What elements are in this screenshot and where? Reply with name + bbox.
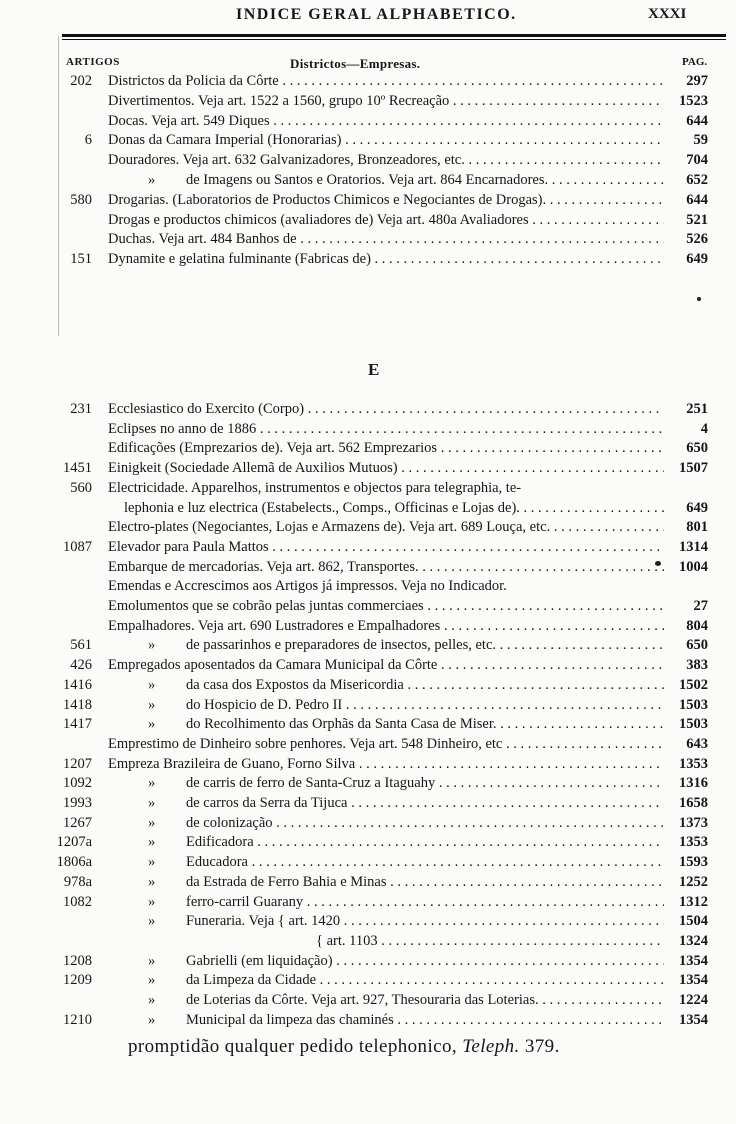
entry-text [108,577,664,596]
article-number: 1210 [63,1011,92,1028]
entry-label: Drogas e productos chimicos (avaliadores de) Veja art. 480a Avaliadores [108,211,529,228]
index-entry [0,439,736,458]
index-entry [0,932,736,951]
entry-label: Eclipses no anno de 1886 [108,420,257,437]
leader-dots [520,500,664,516]
index-entry [0,400,736,419]
page-reference: 27 [693,598,708,614]
page-reference: 383 [686,657,708,674]
page-reference: 1658 [679,795,708,811]
entry-label: Emolumentos que se cobrão pelas juntas commerciaes [108,598,424,614]
page-reference: 1324 [679,932,708,949]
column-heading-artigos: ARTIGOS [66,56,120,68]
entry-label: Ecclesiastico do Exercito (Corpo) [108,401,305,417]
index-entry [0,873,736,892]
entry-text [108,191,664,210]
leader-dots [347,795,664,811]
entry-label: Districtos da Policia da Côrte [108,73,279,89]
index-entry [0,518,736,537]
ink-speck [697,297,701,301]
leader-dots [502,736,664,752]
page-reference: 1504 [679,913,708,930]
header-rule-thin [62,39,726,40]
entry-label: Educadora [186,854,248,871]
leader-dots [465,152,664,168]
entry-text [186,676,664,695]
entry-text [108,538,664,557]
leader-dots [404,677,664,693]
entry-label: ferro-carril Guarany [186,893,304,910]
page-reference: 650 [686,440,708,457]
page-header [0,4,736,28]
index-entry [0,558,736,577]
entry-text [108,755,664,774]
ditto-mark: » [148,972,156,989]
entry-label: Docas. Veja art. 549 Diques [108,112,270,129]
leader-dots [304,401,664,417]
entry-label: Empalhadores. Veja art. 690 Lustradores e Empalhadores [108,617,441,634]
entry-label: Empreza Brazileira de Guano, Forno Silva [108,755,356,772]
entry-text [186,171,664,190]
entry-label: de Loterias da Côrte. Veja art. 927, Thesouraria das Loterias. [186,992,539,1008]
entry-label: do Hospicio de D. Pedro II [186,696,343,713]
entry-label: Funeraria. Veja { art. 1420 [186,913,341,930]
leader-dots [496,637,664,653]
entry-label: Duchas. Veja art. 484 Banhos de [108,231,297,248]
leader-dots [437,440,664,456]
leader-dots [437,657,664,673]
index-entry [0,735,736,754]
index-entry [0,833,736,852]
leader-dots [424,598,664,614]
ditto-mark: » [148,795,156,811]
index-entry [0,991,736,1010]
page-title: INDICE GERAL ALPHABETICO. [236,6,517,23]
entry-text [108,459,664,478]
entry-text [186,715,664,734]
index-entry [0,636,736,655]
entry-text [186,636,664,655]
article-number: 1082 [63,893,92,910]
ditto-mark: » [148,814,156,831]
leader-dots [539,992,664,1008]
entry-text [108,230,664,249]
ditto-mark: » [148,854,156,871]
page-reference: 1503 [679,696,708,713]
page-reference: 59 [693,132,708,149]
entry-text [186,774,664,793]
entry-label: lephonia e luz electrica (Estabelects., Comps., Officinas e Lojas de). [124,499,520,516]
index-entry [0,794,736,813]
entry-text [108,151,664,170]
entry-label: da casa dos Expostos da Misericordia [186,676,404,693]
article-number: 1087 [63,538,92,555]
index-entry [0,853,736,872]
entry-text [108,439,664,458]
entry-label: Empregados aposentados da Camara Municipal da Côrte [108,657,438,674]
page-reference: 643 [686,735,708,752]
leader-dots [496,716,664,732]
ditto-mark: » [148,716,156,733]
index-entry [0,597,736,616]
leader-dots [529,212,664,228]
index-entry [0,814,736,833]
leader-dots [269,539,664,555]
index-entry [0,191,736,210]
entry-text [186,794,664,813]
index-entry [0,250,736,269]
index-entry [0,893,736,912]
leader-dots [342,697,664,713]
index-entry [0,459,736,478]
ditto-mark: » [148,893,156,910]
entry-text [186,893,664,912]
page-reference: 1252 [679,873,708,890]
entry-label: Dynamite e gelatina fulminante (Fabricas de) [108,251,371,268]
page-reference: 1316 [679,775,708,792]
page-number: XXXI [648,6,687,22]
ditto-mark: » [148,873,156,890]
leader-dots [340,913,664,929]
article-number: 231 [70,401,92,417]
leader-dots [419,559,664,575]
ditto-mark: » [148,992,156,1008]
article-number: 1207 [63,755,92,772]
leader-dots [378,933,664,949]
page-reference: 644 [686,191,708,208]
entry-text [108,250,664,269]
letter-heading: E [368,360,381,379]
entry-label: de carros da Serra da Tijuca [186,795,348,811]
article-number: 1267 [63,814,92,831]
ditto-mark: » [148,637,156,654]
index-entry [0,577,736,596]
index-entry [0,151,736,170]
index-entry [0,420,736,439]
article-number: 151 [70,251,92,268]
leader-dots [342,132,664,148]
entry-label: Divertimentos. Veja art. 1522 a 1560, grupo 10º Recreação [108,92,450,109]
leader-dots [355,756,664,772]
index-entry [0,952,736,971]
entry-text [108,400,664,419]
index-entry [0,656,736,675]
entry-text [186,991,664,1010]
page-reference: 1503 [679,716,708,733]
page-reference: 1314 [679,538,708,555]
entry-label: Gabrielli (em liquidação) [186,952,333,969]
entry-text [108,131,664,150]
leader-dots [394,1012,664,1028]
entry-text [186,873,664,892]
leader-dots [248,854,664,870]
leader-dots [273,815,664,831]
ditto-mark: » [148,913,156,930]
entry-label: Edificadora [186,834,254,851]
column-heading-pag: PAG. [682,56,708,68]
leader-dots [398,460,664,476]
index-entry [0,971,736,990]
ditto-mark: » [148,952,156,969]
page-reference: 1354 [679,952,708,969]
entry-label: Elevador para Paula Mattos [108,538,269,555]
ditto-mark: » [148,834,156,851]
entry-label: Emendas e Accrescimos aos Artigos já impressos. Veja no Indicador. [108,578,507,595]
leader-dots [387,874,664,890]
article-number: 1092 [63,775,92,792]
index-entry [0,715,736,734]
page-reference: 251 [686,401,708,417]
entry-label: de passarinhos e preparadores de insectos, pelles, etc. [186,637,497,654]
page-reference: 1004 [679,558,708,575]
leader-dots [550,519,664,535]
entry-label: { art. 1103 [316,932,378,949]
entry-label: Electricidade. Apparelhos, instrumentos e objectos para telegraphia, te- [108,479,522,496]
entry-label: do Recolhimento das Orphãs da Santa Casa de Miser. [186,716,497,733]
leader-dots [256,421,664,437]
page-reference: 649 [686,251,708,268]
ditto-mark: » [148,172,156,188]
entry-text [108,597,664,616]
page-reference: 1312 [679,893,708,910]
entry-label: Edificações (Emprezarios de). Veja art. 562 Emprezarios [108,440,438,457]
leader-dots [548,172,664,188]
footer-teleph: Teleph. [462,1036,520,1057]
article-number: 202 [70,73,92,89]
entry-text [108,656,664,675]
index-entry [0,617,736,636]
entry-text [108,72,664,91]
entry-label: Einigkeit (Sociedade Allemã de Auxilios Mutuos) [108,460,398,477]
article-number: 1416 [63,676,92,693]
index-entry [0,479,736,498]
index-entry [0,1011,736,1030]
ditto-mark: » [148,696,156,713]
entry-text [186,912,664,931]
entry-text [108,211,664,230]
page-reference: 4 [700,420,708,437]
page-reference: 1502 [679,676,708,693]
entry-label: Donas da Camara Imperial (Honorarias) [108,132,342,149]
entry-text [186,853,664,872]
entry-text [186,833,664,852]
entry-label: Emprestimo de Dinheiro sobre penhores. Veja art. 548 Dinheiro, etc [108,735,503,752]
page-reference: 644 [686,112,708,129]
index-entry [0,211,736,230]
page-reference: 1354 [679,1011,708,1028]
entry-text [108,735,664,754]
page-reference: 297 [686,73,708,89]
leader-dots [297,231,664,247]
entry-text [186,971,664,990]
entry-text [124,499,664,518]
page-reference: 650 [686,637,708,654]
leader-dots [333,953,664,969]
entry-text [108,558,664,577]
entry-text [108,518,664,537]
entry-text [108,617,664,636]
entry-text [186,814,664,833]
entry-text [108,479,664,498]
ditto-mark: » [148,676,156,693]
index-entry [0,676,736,695]
index-entry [0,755,736,774]
article-number: 580 [70,191,92,208]
index-entry [0,92,736,111]
page-reference: 649 [686,499,708,516]
ditto-mark: » [148,775,156,792]
section-heading: Districtos—Empresas. [290,56,421,71]
article-number: 1209 [63,972,92,989]
entry-label: Drogarias. (Laboratorios de Productos Chimicos e Negociantes de Drogas). [108,191,547,208]
entry-label: de Imagens ou Santos e Oratorios. Veja art. 864 Encarnadores. [186,172,549,188]
article-number: 1418 [63,696,92,713]
index-entry [0,131,736,150]
index-entry [0,171,736,190]
entry-label: Douradores. Veja art. 632 Galvanizadores, Bronzeadores, etc. [108,152,465,169]
leader-dots [546,192,664,208]
entry-label: Electro-plates (Negociantes, Lojas e Armazens de). Veja art. 689 Louça, etc. [108,519,551,536]
article-number: 1806a [56,854,92,871]
article-number: 561 [70,637,92,654]
index-entry [0,112,736,131]
footer-number: 379. [524,1036,560,1057]
page-reference: 1353 [679,834,708,851]
entry-label: de colonização [186,814,273,831]
entry-text [186,1011,664,1030]
page-reference: 1354 [679,972,708,989]
article-number: 1417 [63,716,92,733]
leader-dots [279,73,664,89]
index-entry [0,538,736,557]
article-number: 1993 [63,795,92,811]
leader-dots [270,113,664,129]
page-reference: 1224 [679,992,708,1008]
leader-dots [435,775,664,791]
footer-text: promptidão qualquer pedido telephonico, [128,1036,458,1057]
entry-text [108,420,664,439]
entry-label: da Estrada de Ferro Bahia e Minas [186,873,387,890]
index-entry [0,912,736,931]
article-number: 978a [63,873,92,890]
leader-dots [254,834,664,850]
page-reference: 1523 [679,92,708,109]
article-number: 6 [84,132,92,149]
page-reference: 1373 [679,814,708,831]
leader-dots [316,972,664,988]
entry-label: Embarque de mercadorias. Veja art. 862, Transportes. [108,558,419,575]
page-reference: 1353 [679,755,708,772]
index-entry [0,774,736,793]
article-number: 560 [70,479,92,496]
ditto-mark: » [148,1011,156,1028]
entry-text [186,952,664,971]
entry-text [316,932,664,951]
leader-dots [303,894,664,910]
leader-dots [371,251,664,267]
entry-label: de carris de ferro de Santa-Cruz a Itaguahy [186,775,436,792]
page-reference: 1507 [679,460,708,477]
footer-line [128,1036,560,1058]
entry-text [108,92,664,111]
page-reference: 652 [686,172,708,188]
entry-label: da Limpeza da Cidade [186,972,317,989]
page-reference: 1593 [679,854,708,871]
page-reference: 801 [686,519,708,536]
article-number: 1451 [63,460,92,477]
page-reference: 804 [686,617,708,634]
page-reference: 704 [686,152,708,169]
article-number: 1207a [56,834,92,851]
entry-label: Municipal da limpeza das chaminés [186,1011,394,1028]
index-entry [0,230,736,249]
page-reference: 526 [686,231,708,248]
page-reference: 521 [686,211,708,228]
index-entry [0,499,736,518]
entry-text [108,112,664,131]
index-entry [0,696,736,715]
ink-speck [655,561,661,566]
index-entry [0,72,736,91]
article-number: 426 [70,657,92,674]
leader-dots [449,93,664,109]
entry-text [186,696,664,715]
header-rule [62,34,726,37]
leader-dots [440,618,664,634]
article-number: 1208 [63,952,92,969]
